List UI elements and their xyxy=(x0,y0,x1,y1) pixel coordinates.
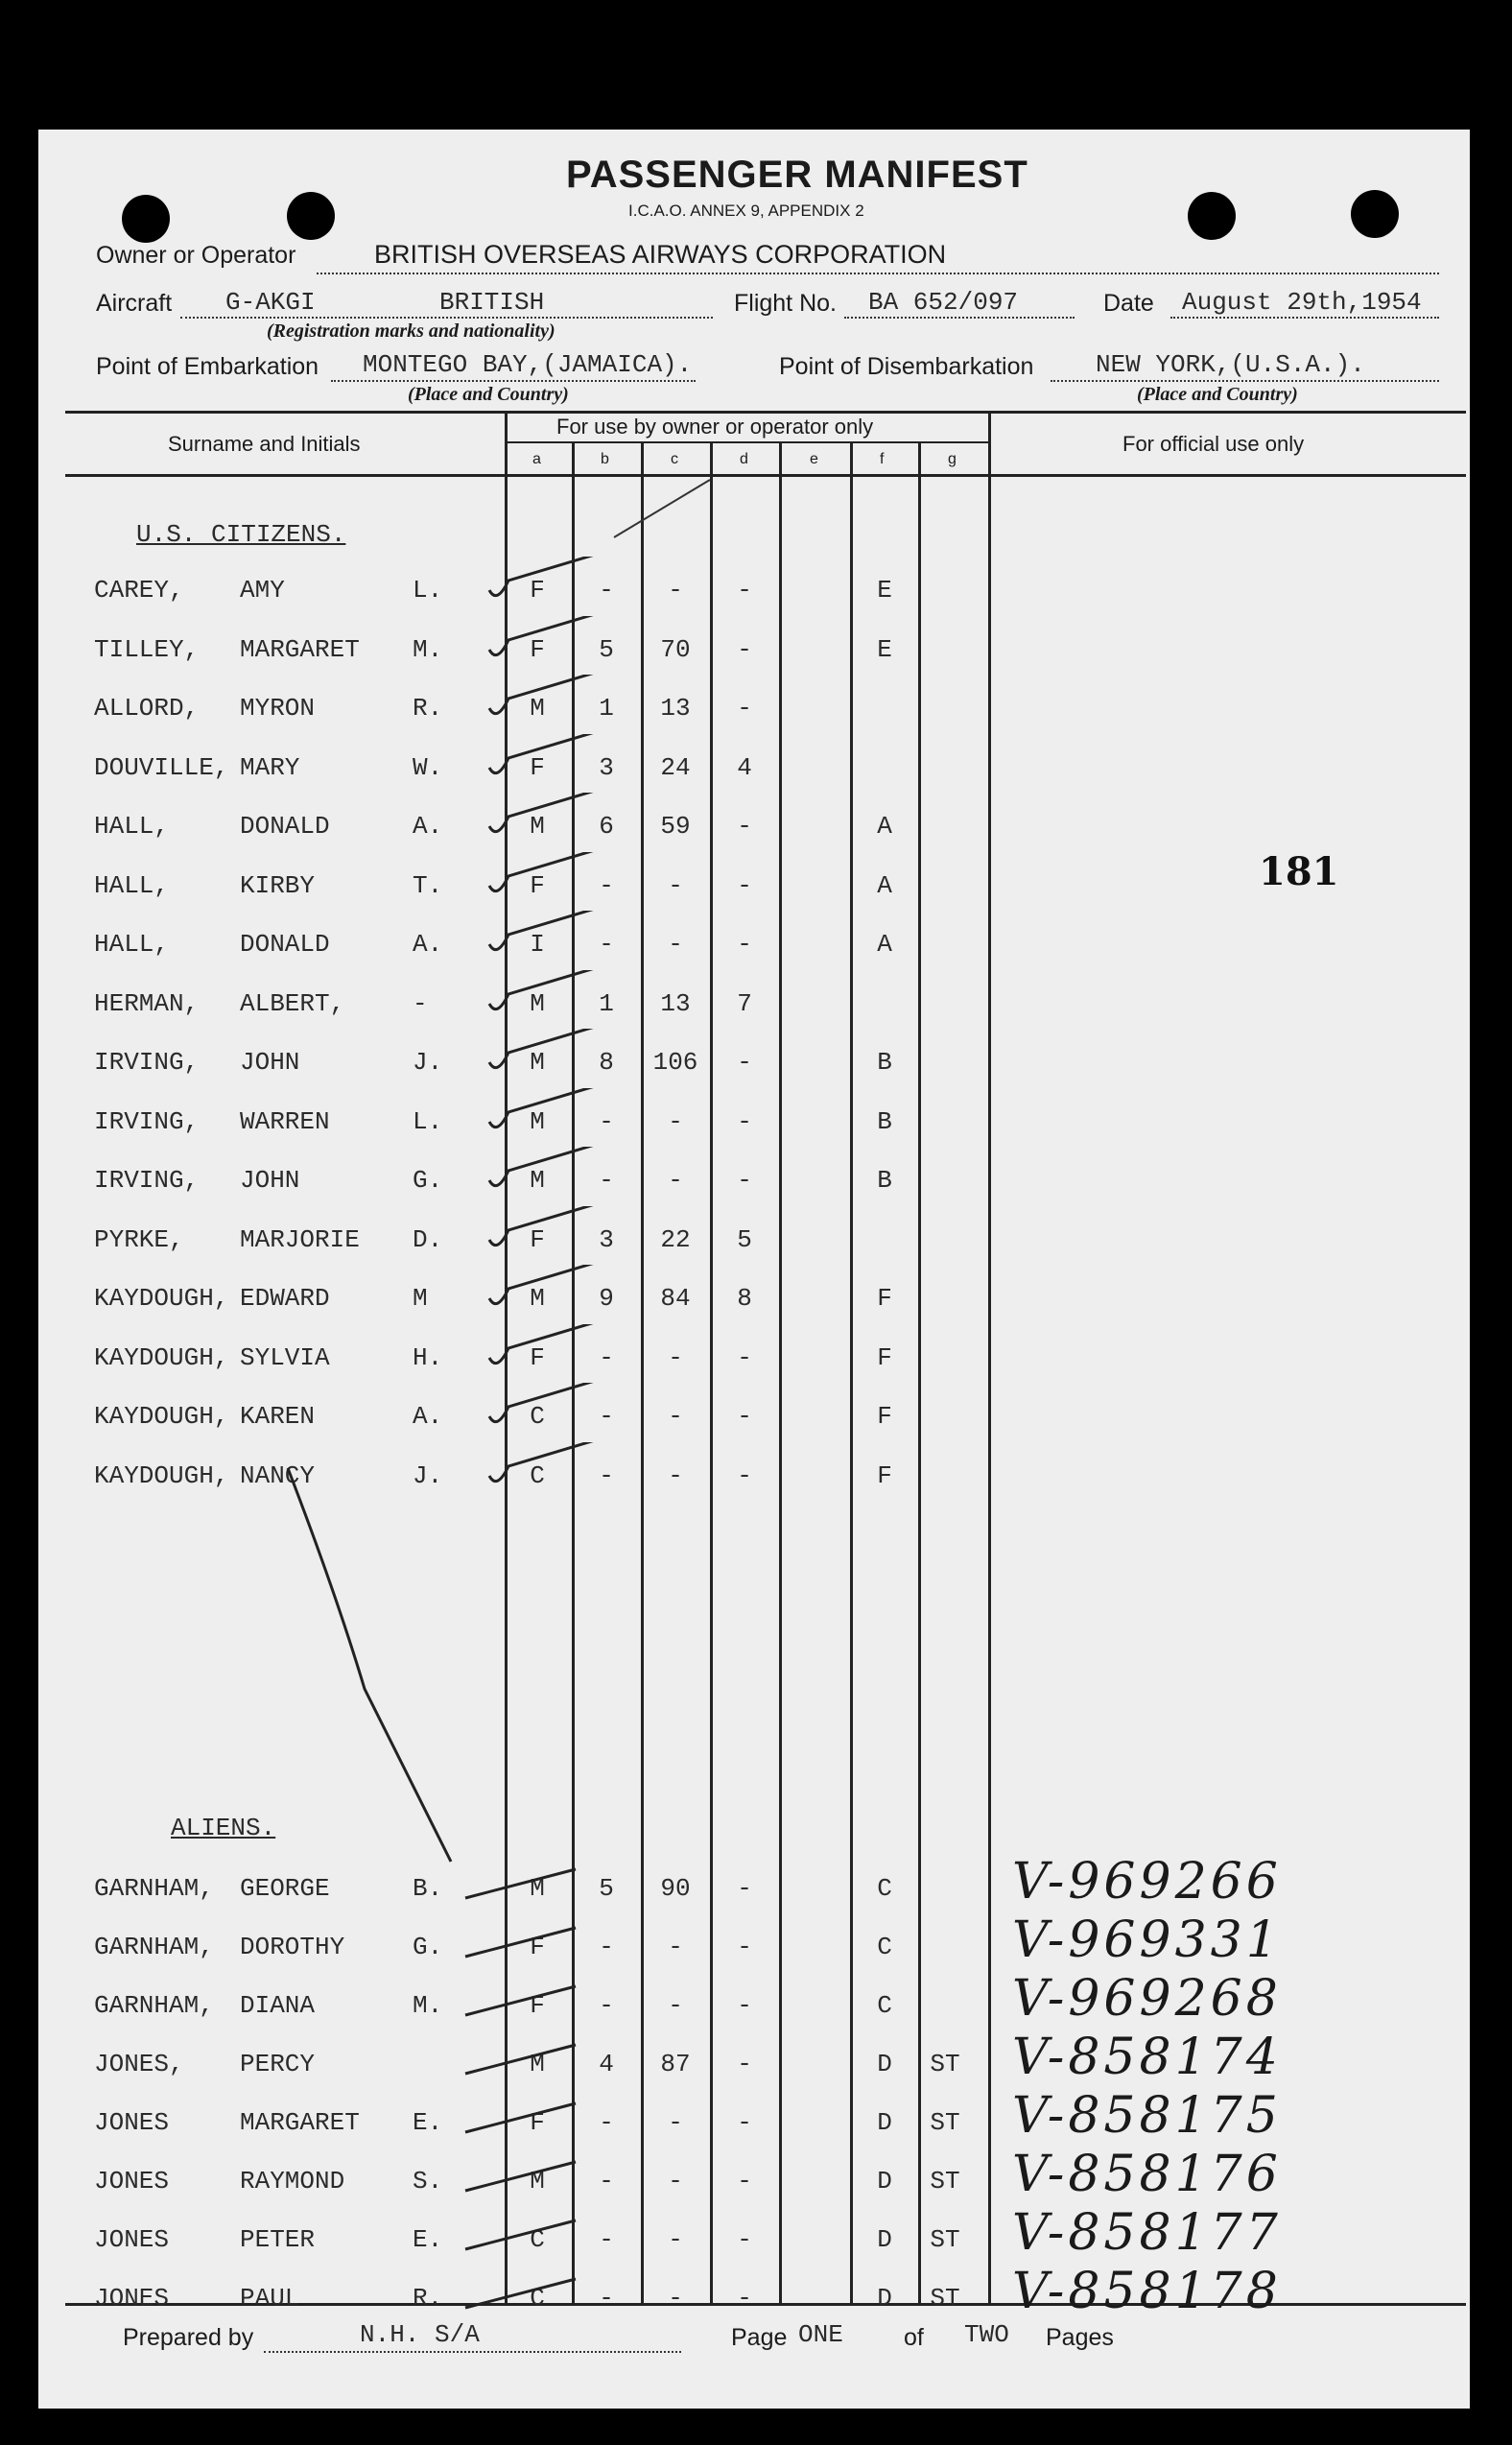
col-d-cell: 8 xyxy=(737,1284,752,1313)
col-header-f: f xyxy=(880,451,885,467)
col-d-cell: 5 xyxy=(737,1224,752,1254)
col-f-cell: D xyxy=(877,2284,892,2313)
check-mark-icon xyxy=(461,1972,595,2030)
initial-cell: E. xyxy=(413,2225,443,2254)
col-f-cell: C xyxy=(877,1991,892,2020)
table-header-rule xyxy=(65,474,1466,477)
owner-label: Owner or Operator xyxy=(96,242,296,269)
col-c-cell: 70 xyxy=(660,634,691,664)
col-b-cell: 1 xyxy=(599,694,614,723)
of-label: of xyxy=(904,2324,924,2351)
col-f-cell: E xyxy=(877,634,892,664)
initial-cell: L. xyxy=(413,1106,443,1136)
initial-cell: T. xyxy=(413,870,443,900)
col-a-cell: I xyxy=(530,930,545,959)
surname-cell: KAYDOUGH, xyxy=(94,1402,229,1431)
col-a-cell: M xyxy=(530,988,545,1018)
punch-hole-right-1 xyxy=(1188,192,1236,240)
col-a-cell: F xyxy=(530,1224,545,1254)
disembarkation-dots xyxy=(1051,380,1439,382)
check-mark-icon xyxy=(480,852,614,910)
given-name-cell: DIANA xyxy=(240,1991,316,2020)
col-b-cell: 4 xyxy=(599,2050,614,2078)
col-c-cell: 13 xyxy=(660,988,691,1018)
col-d-cell: - xyxy=(737,1460,752,1490)
col-g-cell: ST xyxy=(930,2050,960,2078)
page-label: Page xyxy=(731,2324,788,2351)
col-c-cell: - xyxy=(668,576,683,605)
col-c-cell: 106 xyxy=(652,1048,698,1077)
col-a-cell: C xyxy=(530,1460,545,1490)
col-d-cell: - xyxy=(737,1106,752,1136)
col-d-cell: - xyxy=(737,1874,752,1903)
official-use-header: For official use only xyxy=(1122,432,1305,456)
col-f-cell: C xyxy=(877,1933,892,1961)
col-c-cell: 90 xyxy=(660,1874,691,1903)
initial-cell: L. xyxy=(413,576,443,605)
col-b-cell: - xyxy=(599,1166,614,1195)
embarkation-value: MONTEGO BAY,(JAMAICA). xyxy=(363,350,693,379)
col-b-cell: - xyxy=(599,1460,614,1490)
given-name-cell: PERCY xyxy=(240,2050,316,2078)
col-b-cell: 1 xyxy=(599,988,614,1018)
col-f-cell: D xyxy=(877,2225,892,2254)
col-f-cell: F xyxy=(877,1342,892,1372)
col-c-cell: - xyxy=(668,1991,683,2020)
col-c-cell: - xyxy=(668,1933,683,1961)
check-mark-icon xyxy=(480,1088,614,1146)
initial-cell: M. xyxy=(413,1991,443,2020)
given-name-cell: DOROTHY xyxy=(240,1933,345,1961)
col-c-cell: - xyxy=(668,2108,683,2137)
col-b-cell: - xyxy=(599,576,614,605)
col-g-cell: ST xyxy=(930,2167,960,2196)
initial-cell: H. xyxy=(413,1342,443,1372)
col-c-cell: 22 xyxy=(660,1224,691,1254)
col-c-cell: - xyxy=(668,2167,683,2196)
punch-hole-right-2 xyxy=(1351,190,1399,238)
col-d-cell: 7 xyxy=(737,988,752,1018)
col-f-cell: E xyxy=(877,576,892,605)
check-mark-icon xyxy=(480,1029,614,1086)
initial-cell: B. xyxy=(413,1874,443,1903)
col-d-cell: - xyxy=(737,812,752,841)
owner-subheader-rule xyxy=(507,441,988,443)
visa-number: V-969268 xyxy=(1012,1970,1282,2028)
embarkation-note: (Place and Country) xyxy=(408,384,569,405)
given-name-cell: ALBERT, xyxy=(240,988,345,1018)
initial-cell: A. xyxy=(413,930,443,959)
col-d-cell: - xyxy=(737,1048,752,1077)
disembarkation-note: (Place and Country) xyxy=(1137,384,1298,405)
col-d-cell: - xyxy=(737,930,752,959)
date-dots xyxy=(1170,317,1439,319)
col-f-cell: F xyxy=(877,1284,892,1313)
check-mark-icon xyxy=(480,1147,614,1204)
disembarkation-value: NEW YORK,(U.S.A.). xyxy=(1096,350,1365,379)
aircraft-reg: G-AKGI xyxy=(225,288,316,317)
initial-cell: M. xyxy=(413,634,443,664)
col-c-cell: - xyxy=(668,930,683,959)
col-a-cell: M xyxy=(530,694,545,723)
given-name-cell: AMY xyxy=(240,576,285,605)
col-d-cell: - xyxy=(737,2050,752,2078)
aircraft-nationality: BRITISH xyxy=(439,288,545,317)
col-f-cell: A xyxy=(877,870,892,900)
surname-cell: PYRKE, xyxy=(94,1224,184,1254)
surname-cell: HALL, xyxy=(94,930,170,959)
surname-cell: ALLORD, xyxy=(94,694,200,723)
col-a-cell: F xyxy=(530,752,545,782)
col-a-cell: F xyxy=(530,576,545,605)
check-mark-icon xyxy=(480,616,614,674)
given-name-cell: RAYMOND xyxy=(240,2167,345,2196)
col-b-cell: - xyxy=(599,1991,614,2020)
col-c-cell: - xyxy=(668,1106,683,1136)
check-mark-icon xyxy=(461,2030,595,2088)
col-rule-e-left xyxy=(779,441,782,2303)
given-name-cell: MARY xyxy=(240,752,300,782)
col-c-cell: 87 xyxy=(660,2050,691,2078)
given-name-cell: PETER xyxy=(240,2225,316,2254)
col-rule-g-left xyxy=(918,441,921,2303)
aircraft-label: Aircraft xyxy=(96,290,173,317)
given-name-cell: DONALD xyxy=(240,930,330,959)
initial-cell: R. xyxy=(413,2284,443,2313)
initial-cell: W. xyxy=(413,752,443,782)
initial-cell: G. xyxy=(413,1933,443,1961)
given-name-cell: DONALD xyxy=(240,812,330,841)
initial-cell: E. xyxy=(413,2108,443,2137)
check-mark-icon xyxy=(461,2148,595,2205)
col-header-e: e xyxy=(810,451,818,467)
initial-cell: G. xyxy=(413,1166,443,1195)
col-g-cell: ST xyxy=(930,2225,960,2254)
col-c-cell: - xyxy=(668,1402,683,1431)
surname-cell: JONES xyxy=(94,2284,170,2313)
col-header-a: a xyxy=(532,451,541,467)
surname-cell: JONES xyxy=(94,2167,170,2196)
col-rule-d-left xyxy=(710,441,713,2303)
surname-cell: HERMAN, xyxy=(94,988,200,1018)
check-mark-icon xyxy=(480,675,614,732)
initial-cell: J. xyxy=(413,1048,443,1077)
disembarkation-label: Point of Disembarkation xyxy=(779,353,1034,380)
date-label: Date xyxy=(1103,290,1154,317)
col-a-cell: C xyxy=(530,1402,545,1431)
col-a-cell: F xyxy=(530,870,545,900)
flight-dots xyxy=(844,317,1075,319)
col-b-cell: 5 xyxy=(599,1874,614,1903)
col-d-cell: - xyxy=(737,576,752,605)
col-d-cell: - xyxy=(737,1342,752,1372)
owner-value: BRITISH OVERSEAS AIRWAYS CORPORATION xyxy=(374,240,947,269)
col-a-cell: M xyxy=(530,2050,545,2078)
col-f-cell: C xyxy=(877,1874,892,1903)
col-b-cell: - xyxy=(599,2225,614,2254)
surname-cell: KAYDOUGH, xyxy=(94,1284,229,1313)
prepared-dots xyxy=(264,2351,681,2353)
embarkation-label: Point of Embarkation xyxy=(96,353,319,380)
col-header-g: g xyxy=(948,451,957,467)
col-b-cell: - xyxy=(599,2284,614,2313)
col-d-cell: - xyxy=(737,1933,752,1961)
initial-cell: S. xyxy=(413,2167,443,2196)
given-name-cell: MARGARET xyxy=(240,2108,360,2137)
given-name-cell: EDWARD xyxy=(240,1284,330,1313)
col-c-cell: 59 xyxy=(660,812,691,841)
col-c-cell: - xyxy=(668,1342,683,1372)
surname-cell: GARNHAM, xyxy=(94,1874,214,1903)
given-name-cell: SYLVIA xyxy=(240,1342,330,1372)
col-c-cell: - xyxy=(668,1166,683,1195)
col-f-cell: D xyxy=(877,2050,892,2078)
visa-number: V-858178 xyxy=(1012,2263,1282,2320)
surname-cell: JONES xyxy=(94,2108,170,2137)
given-name-cell: KAREN xyxy=(240,1402,316,1431)
check-mark-icon xyxy=(461,2089,595,2147)
of-value: TWO xyxy=(964,2320,1009,2349)
official-stamp-number: 181 xyxy=(1259,849,1339,894)
col-a-cell: M xyxy=(530,1284,545,1313)
owner-use-header: For use by owner or operator only xyxy=(556,415,874,439)
check-mark-icon xyxy=(480,734,614,792)
col-g-cell: ST xyxy=(930,2108,960,2137)
surname-cell: JONES xyxy=(94,2225,170,2254)
col-a-cell: F xyxy=(530,634,545,664)
punch-hole-left-2 xyxy=(287,192,335,240)
col-f-cell: A xyxy=(877,930,892,959)
col-c-cell: - xyxy=(668,1460,683,1490)
col-c-cell: - xyxy=(668,870,683,900)
col-f-cell: D xyxy=(877,2108,892,2137)
col-a-cell: M xyxy=(530,2167,545,2196)
given-name-cell: JOHN xyxy=(240,1166,300,1195)
col-rule-f-left xyxy=(850,441,853,2303)
check-mark-icon xyxy=(461,1855,595,1912)
col-b-cell: - xyxy=(599,1342,614,1372)
col-d-cell: 4 xyxy=(737,752,752,782)
col-f-cell: B xyxy=(877,1166,892,1195)
col-c-cell: 24 xyxy=(660,752,691,782)
col-b-cell: - xyxy=(599,930,614,959)
check-mark-icon xyxy=(461,1913,595,1971)
col-d-cell: - xyxy=(737,870,752,900)
registration-note: (Registration marks and nationality) xyxy=(267,320,555,342)
owner-dots xyxy=(317,273,1439,274)
col-f-cell: A xyxy=(877,812,892,841)
col-header-b: b xyxy=(601,451,609,467)
col-f-cell: B xyxy=(877,1106,892,1136)
col-b-cell: 8 xyxy=(599,1048,614,1077)
visa-number: V-969331 xyxy=(1012,1911,1282,1969)
col-a-cell: F xyxy=(530,1991,545,2020)
given-name-cell: JOHN xyxy=(240,1048,300,1077)
surname-cell: KAYDOUGH, xyxy=(94,1460,229,1490)
check-mark-icon xyxy=(480,1442,614,1500)
given-name-cell: WARREN xyxy=(240,1106,330,1136)
col-f-cell: F xyxy=(877,1402,892,1431)
col-d-cell: - xyxy=(737,634,752,664)
col-b-cell: - xyxy=(599,1402,614,1431)
check-mark-icon xyxy=(480,1383,614,1440)
punch-hole-left-1 xyxy=(122,195,170,243)
col-b-cell: - xyxy=(599,1106,614,1136)
col-b-cell: - xyxy=(599,1933,614,1961)
surname-cell: HALL, xyxy=(94,870,170,900)
col-b-cell: - xyxy=(599,2167,614,2196)
check-mark-icon xyxy=(461,2206,595,2264)
initial-cell: D. xyxy=(413,1224,443,1254)
initial-cell: - xyxy=(413,988,428,1018)
check-mark-icon xyxy=(480,557,614,614)
surname-cell: TILLEY, xyxy=(94,634,200,664)
col-a-cell: M xyxy=(530,1106,545,1136)
prepared-by-label: Prepared by xyxy=(123,2324,254,2351)
flight-label: Flight No. xyxy=(734,290,837,317)
initial-cell: M xyxy=(413,1284,428,1313)
col-b-cell: 9 xyxy=(599,1284,614,1313)
col-b-cell: 3 xyxy=(599,1224,614,1254)
col-a-cell: M xyxy=(530,1874,545,1903)
surname-cell: CAREY, xyxy=(94,576,184,605)
col-d-cell: - xyxy=(737,1166,752,1195)
check-mark-icon xyxy=(480,1265,614,1322)
given-name-cell: NANCY xyxy=(240,1460,316,1490)
visa-number: V-858176 xyxy=(1012,2146,1282,2203)
col-rule-c-left xyxy=(641,441,644,2303)
check-mark-icon xyxy=(480,1206,614,1264)
manifest-title: PASSENGER MANIFEST xyxy=(566,154,1028,196)
col-d-cell: - xyxy=(737,2284,752,2313)
given-name-cell: MARGARET xyxy=(240,634,360,664)
aircraft-dots xyxy=(180,317,713,319)
col-b-cell: 6 xyxy=(599,812,614,841)
manifest-subtitle: I.C.A.O. ANNEX 9, APPENDIX 2 xyxy=(628,202,864,220)
col-d-cell: - xyxy=(737,1402,752,1431)
surname-cell: HALL, xyxy=(94,812,170,841)
table-top-rule xyxy=(65,411,1466,414)
us-citizens-heading: U.S. CITIZENS. xyxy=(136,520,346,549)
col-a-cell: C xyxy=(530,2284,545,2313)
col-header-d: d xyxy=(740,451,748,467)
flight-value: BA 652/097 xyxy=(868,288,1019,317)
embarkation-dots xyxy=(331,380,696,382)
col-a-cell: M xyxy=(530,812,545,841)
given-name-cell: PAUL xyxy=(240,2284,300,2313)
visa-number: V-858174 xyxy=(1012,2029,1282,2086)
date-value: August 29th,1954 xyxy=(1182,288,1422,317)
given-name-cell: MYRON xyxy=(240,694,316,723)
col-c-cell: - xyxy=(668,2225,683,2254)
pages-label: Pages xyxy=(1046,2324,1114,2351)
check-mark-icon xyxy=(480,1324,614,1382)
col-g-cell: ST xyxy=(930,2284,960,2313)
check-mark-icon xyxy=(480,793,614,850)
initial-cell: J. xyxy=(413,1460,443,1490)
surname-cell: JONES, xyxy=(94,2050,184,2078)
col-a-cell: F xyxy=(530,2108,545,2137)
col-a-cell: C xyxy=(530,2225,545,2254)
initial-cell: A. xyxy=(413,1402,443,1431)
col-f-cell: B xyxy=(877,1048,892,1077)
col-d-cell: - xyxy=(737,1991,752,2020)
surname-cell: KAYDOUGH, xyxy=(94,1342,229,1372)
surname-cell: IRVING, xyxy=(94,1048,200,1077)
check-mark-icon xyxy=(480,970,614,1028)
col-f-cell: D xyxy=(877,2167,892,2196)
given-name-cell: MARJORIE xyxy=(240,1224,360,1254)
col-b-cell: 3 xyxy=(599,752,614,782)
visa-number: V-858175 xyxy=(1012,2087,1282,2145)
initial-cell: R. xyxy=(413,694,443,723)
visa-number: V-969266 xyxy=(1012,1853,1282,1911)
surname-cell: IRVING, xyxy=(94,1106,200,1136)
col-a-cell: F xyxy=(530,1342,545,1372)
col-c-cell: - xyxy=(668,2284,683,2313)
col-c-cell: 84 xyxy=(660,1284,691,1313)
col-d-cell: - xyxy=(737,694,752,723)
col-header-c: c xyxy=(671,451,678,467)
col-f-cell: F xyxy=(877,1460,892,1490)
given-name-cell: KIRBY xyxy=(240,870,316,900)
col-c-cell: 13 xyxy=(660,694,691,723)
surname-cell: GARNHAM, xyxy=(94,1933,214,1961)
visa-number: V-858177 xyxy=(1012,2204,1282,2262)
col-d-cell: - xyxy=(737,2225,752,2254)
check-mark-icon xyxy=(480,911,614,968)
surname-cell: DOUVILLE, xyxy=(94,752,229,782)
col-a-cell: M xyxy=(530,1048,545,1077)
col-a-cell: M xyxy=(530,1166,545,1195)
surname-cell: GARNHAM, xyxy=(94,1991,214,2020)
col-b-cell: - xyxy=(599,2108,614,2137)
aliens-heading: ALIENS. xyxy=(171,1814,276,1842)
col-d-cell: - xyxy=(737,2108,752,2137)
col-d-cell: - xyxy=(737,2167,752,2196)
page-value: ONE xyxy=(798,2320,843,2349)
col-rule-official-left xyxy=(988,411,991,2303)
surname-header: Surname and Initials xyxy=(168,432,361,456)
given-name-cell: GEORGE xyxy=(240,1874,330,1903)
col-b-cell: - xyxy=(599,870,614,900)
initial-cell: A. xyxy=(413,812,443,841)
col-b-cell: 5 xyxy=(599,634,614,664)
col-a-cell: F xyxy=(530,1933,545,1961)
surname-cell: IRVING, xyxy=(94,1166,200,1195)
check-mark-icon xyxy=(461,2265,595,2322)
prepared-by-value: N.H. S/A xyxy=(360,2320,480,2349)
